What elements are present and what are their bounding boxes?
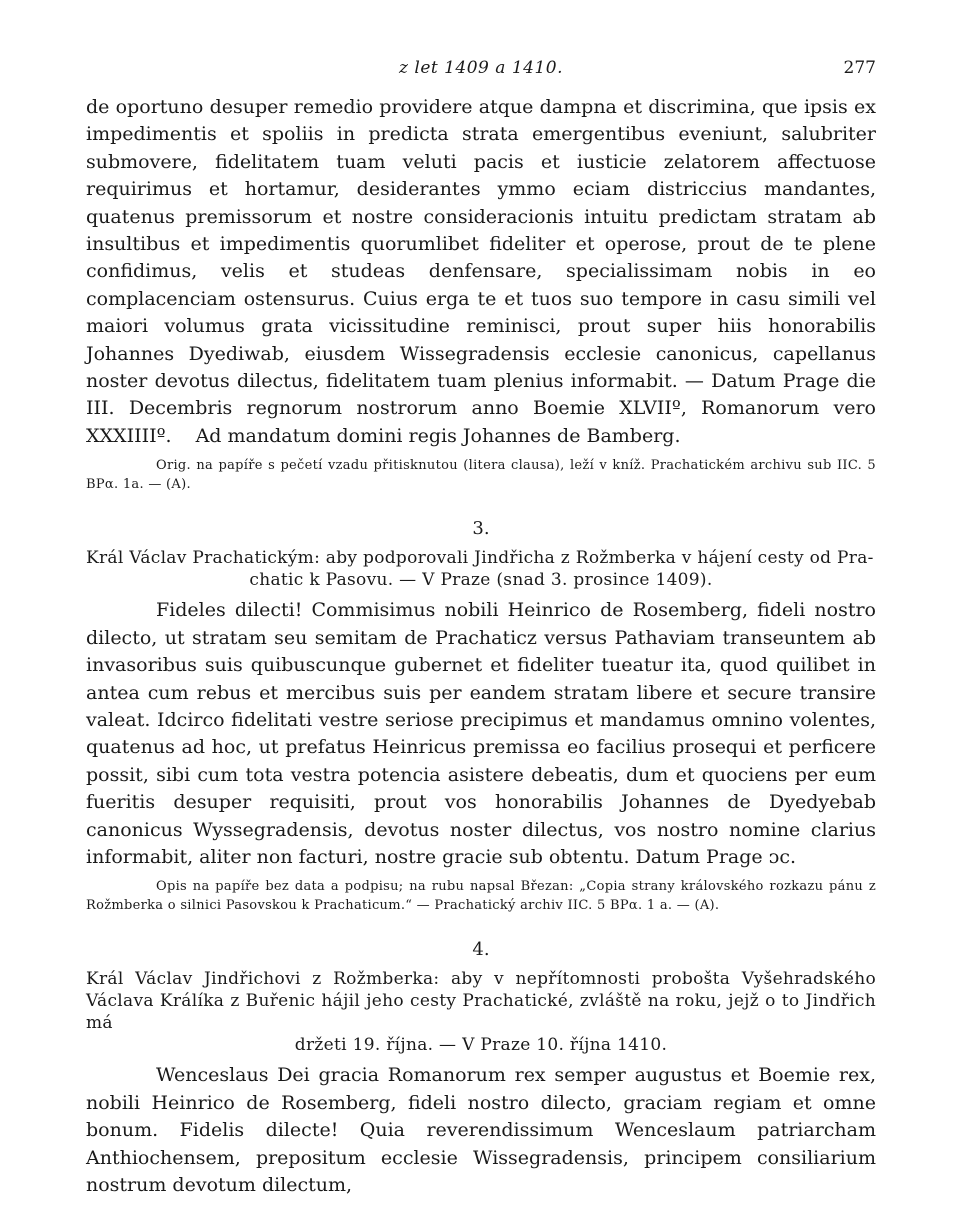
document-3-summary-line-1: Král Václav Prachatickým: aby podporovali Jindřicha z Rožmberka v hájení cesty od Pra- — [86, 548, 874, 569]
document-4-summary-line-2: držeti 19. října. — V Praze 10. října 1410. — [294, 1035, 668, 1056]
document-3-number: 3. — [472, 518, 490, 540]
document-2-note: Orig. na papíře s pečetí vzadu přitisknutou (litera clausa), leží v kníž. Prachatickém archivu sub IIC. 5 BPα. 1a. — (A). — [86, 458, 876, 493]
running-header — [86, 58, 876, 88]
document-4-number: 4. — [472, 939, 490, 961]
document-4-summary — [86, 968, 876, 1056]
document-3-note: Opis na papíře bez data a podpisu; na rubu napsal Březan: „Copia strany královského rozkazu pánu z Rožmberka o silnici Pasovskou k Prachaticum.“ — Prachatický archiv IIC. 5 BPα. 1 a. — (A). — [86, 879, 876, 914]
document-3-text: Fideles dilecti! Commisimus nobili Heinrico de Rosemberg, fideli nostro dilecto, ut stratam seu semitam de Prachaticz versus Pathaviam transeuntem ab invasoribus suis quibuscunque gubernet et fideliter tueatur ita, quod quilibet in antea cum rebus et mercibus suis per eandem stratam libere et secure transire valeat. Idcirco fidelitati vestre seriose precipimus et mandamus omnino volentes, quatenus ad hoc, ut prefatus Heinricus premissa eo facilius prosequi et perficere possit, sibi cum tota vestra potencia asistere debeatis, dum et quociens per eum fueritis desuper requisiti, prout vos honorabilis Johannes de Dyedyebab canonicus Wyssegradensis, devotus noster dilectus, vos nostro nomine clarius informabit, aliter non facturi, nostre gracie sub obtentu. Datum Prage ᴐc. — [86, 599, 876, 868]
document-4-text: Wenceslaus Dei gracia Romanorum rex semper augustus et Boemie rex, nobili Heinrico de Rosemberg, fideli nostro dilecto, graciam regiam et omne bonum. Fidelis dilecte! Quia reverendissimum Wenceslaum patriarcham Anthiochensem, prepositum ecclesie Wissegradensis, principem consiliarium nostrum devotum dilectum, — [86, 1064, 876, 1196]
document-page — [86, 58, 876, 1199]
document-4-summary-line-1: Král Václav Jindřichovi z Rožmberka: aby v nepřítomnosti probošta Vyšehradského Václava Králíka z Buřenic hájil jeho cesty Prachatické, zvláště na roku, jejž o to Jindřich má — [86, 969, 876, 1034]
document-2-mandate: Ad mandatum domini regis Johannes de Bamberg. — [195, 424, 681, 447]
document-3-summary-line-2: chatic k Pasovu. — V Praze (snad 3. prosince 1409). — [249, 570, 713, 591]
page-number: 277 — [843, 58, 876, 78]
running-title: z let 1409 a 1410. — [399, 58, 563, 78]
document-3-summary — [86, 547, 876, 591]
document-2-body: de oportuno desuper remedio providere atque dampna et discrimina, que ipsis ex impedimentis et spoliis in predicta strata emergentibus eveniunt, salubriter submovere, fidelitatem tuam veluti pacis et iusticie zelatorem affectuose requirimus et hortamur, desiderantes ymmo eciam districcius mandantes, quatenus premissorum et nostre consideracionis intuitu predictam stratam ab insultibus et impedimentis quorumlibet fideliter et operose, prout de te plene confidimus, velis et studeas denfensare, specialissimam nobis in eo complacenciam ostensurus. Cuius erga te et tuos suo tempore in casu simili vel maiori volumus grata vicissitudine reminisci, prout super hiis honorabilis Johannes Dyediwab, eiusdem Wissegradensis ecclesie canonicus, capellanus noster devotus dilectus, fidelitatem tuam plenius informabit. — Datum Prage die III. Decembris regnorum nostrorum anno Boemie XLVIIº, Romanorum vero XXXIIIIº. — [86, 96, 876, 447]
document-2-text — [86, 94, 876, 450]
